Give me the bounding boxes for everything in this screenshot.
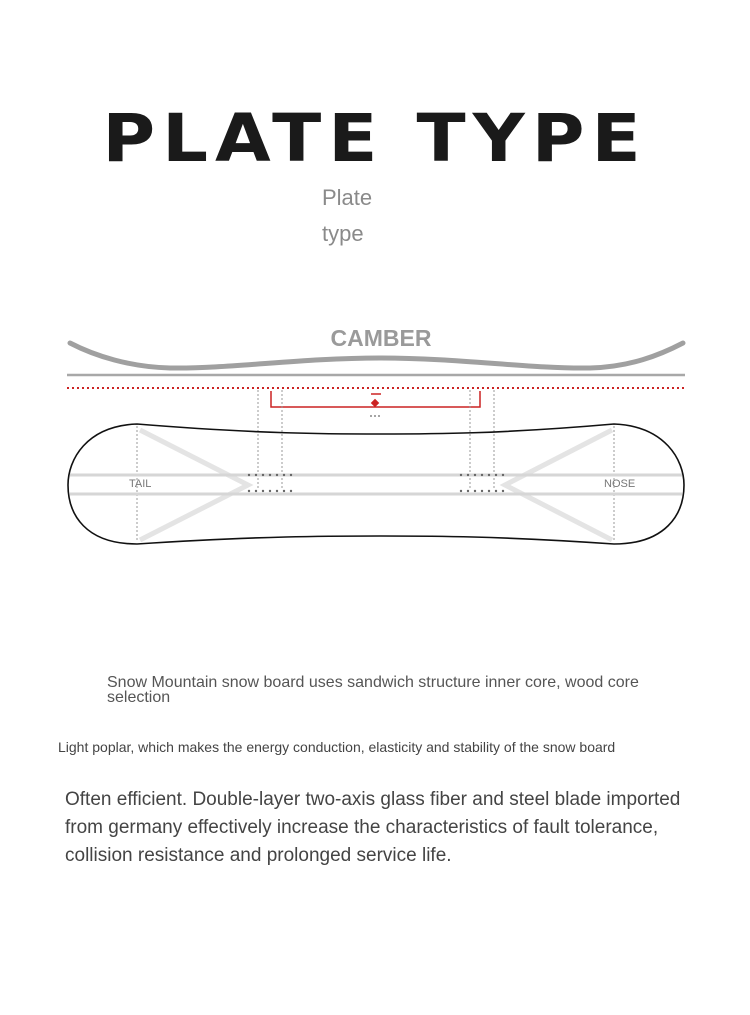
description-fiberglass: Often efficient. Double-layer two-axis glass fiber and steel blade imported from germany effectively increase the characteristics of fault tolerance, collision resistance and prolonged service life.: [65, 789, 681, 866]
marker-dots: [370, 415, 380, 417]
sidewall-graphic: [140, 430, 612, 540]
page-title: PLATE TYPE: [102, 99, 648, 177]
nose-label: NOSE: [604, 478, 636, 490]
tail-label: TAIL: [129, 478, 152, 490]
description-core: Snow Mountain snow board uses sandwich structure inner core, wood core selection: [107, 674, 639, 706]
description-poplar: Light poplar, which makes the energy conduction, elasticity and stability of the snow board: [58, 739, 616, 755]
marker-diamond: [371, 399, 379, 407]
subtitle-line-1: Plate: [322, 185, 373, 210]
subtitle-line-2: type: [322, 221, 364, 246]
camber-label: CAMBER: [330, 325, 432, 351]
page-subtitle: [322, 180, 412, 252]
binding-inserts-tail: [248, 474, 292, 492]
snowboard-camber-diagram: [0, 310, 750, 570]
binding-inserts-nose: [460, 474, 504, 492]
